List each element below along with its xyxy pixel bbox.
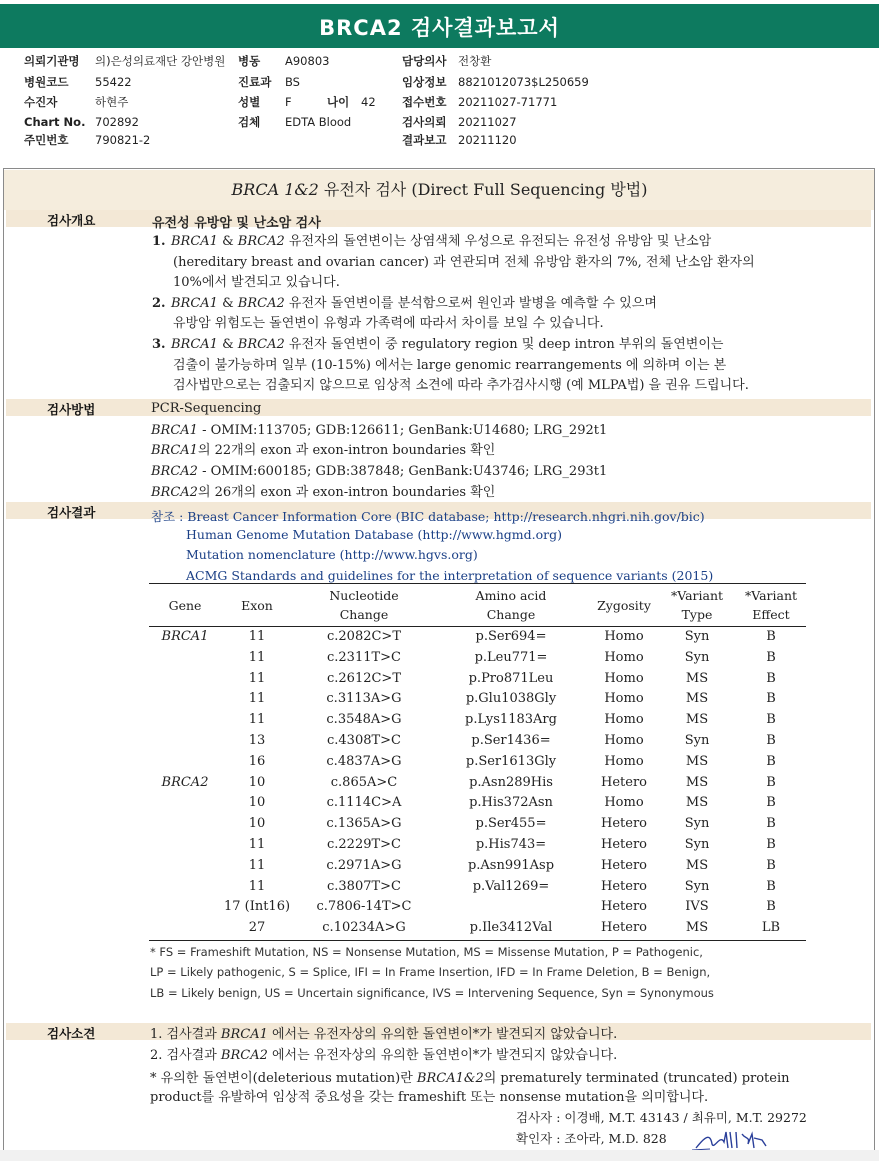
method-label: 검사방법	[47, 402, 96, 417]
table-cell-nuc: c.7806-14T>C	[316, 899, 412, 915]
method-band	[6, 399, 871, 416]
table-cell-effect: B	[766, 691, 776, 707]
header-value: 20211027-71771	[458, 95, 558, 109]
table-cell-gene: BRCA1	[161, 629, 209, 644]
header-label: 의뢰기관명	[24, 54, 80, 68]
overview-line-seg: BRCA1	[171, 337, 218, 352]
finding-line-seg: 1. 검사결과	[150, 1027, 221, 1042]
table-cell-zyg: Hetero	[601, 857, 647, 873]
table-cell-type: Syn	[684, 878, 710, 894]
table-cell-effect: B	[766, 712, 776, 728]
table-cell-effect: B	[766, 816, 776, 832]
table-cell-type: MS	[685, 774, 709, 790]
age-value: 42	[361, 95, 376, 109]
method-line-seg: BRCA1	[151, 423, 198, 438]
overview-line-seg: 유전자 돌연변이 중 regulatory region 및 deep intron 부위의 돌연변이는	[284, 337, 724, 352]
column-header	[711, 586, 831, 624]
method-line-seg: - OMIM:113705; GDB:126611; GenBank:U14680; LRG_292t1	[197, 423, 608, 438]
header-value: 55422	[95, 75, 132, 89]
table-cell-exon: 10	[248, 774, 266, 790]
table-cell-zyg: Homo	[604, 795, 644, 811]
table-cell-type: IVS	[685, 899, 709, 915]
table-cell-aa: p.Ser694=	[475, 629, 547, 644]
footnote-line: LB = Likely benign, US = Uncertain significance, IVS = Intervening Sequence, Syn = Synonymous	[150, 986, 714, 1000]
table-row	[0, 650, 879, 670]
table-row	[0, 671, 879, 691]
table-cell-effect: B	[766, 837, 776, 852]
footnote-line: LP = Likely pathogenic, S = Splice, IFI = In Frame Insertion, IFD = In Frame Deletion, B = Benign,	[150, 965, 711, 979]
table-cell-zyg: Hetero	[601, 899, 647, 915]
header-label: 병원코드	[24, 75, 69, 89]
finding-line	[150, 1090, 708, 1105]
column-header	[197, 596, 317, 615]
table-cell-nuc: c.2971A>G	[326, 857, 402, 873]
table-cell-type: MS	[685, 795, 709, 811]
table-cell-aa: p.Pro871Leu	[468, 670, 554, 686]
table-cell-exon: 11	[248, 857, 266, 873]
overview-line	[171, 296, 657, 311]
overview-line-seg: 검사법만으로는 검출되지 않으므로 임상적 소견에 따라 추가검사시행 (예 MLPA법) 을 권유 드립니다.	[173, 378, 749, 394]
finding-line-seg: BRCA1&2	[416, 1071, 484, 1086]
header-label: 성별	[238, 95, 261, 109]
bottom-strip	[0, 1150, 879, 1161]
table-cell-exon: 10	[248, 795, 266, 811]
table-cell-effect: B	[766, 733, 776, 748]
table-cell-zyg: Homo	[604, 712, 644, 728]
column-header-line: Exon	[241, 598, 273, 613]
header-value: 20211120	[458, 133, 517, 147]
table-cell-type: MS	[685, 857, 709, 873]
column-header-line: Effect	[752, 607, 790, 622]
table-cell-aa: p.Val1269=	[472, 878, 550, 894]
finding-line-seg: product를 유발하여 임상적 중요성을 갖는 frameshift 또는 nonsense mutation을 의미합니다.	[150, 1090, 709, 1105]
table-cell-exon: 11	[248, 670, 266, 686]
header-label: 검체	[238, 115, 261, 129]
footnote-line: * FS = Frameshift Mutation, NS = Nonsense Mutation, MS = Missense Mutation, P = Pathogenic,	[150, 945, 703, 959]
finding-line	[150, 1048, 617, 1063]
table-cell-nuc: c.865A>C	[330, 774, 398, 790]
header-label: 검사의뢰	[402, 115, 447, 129]
table-top-rule	[149, 583, 806, 584]
method-line-seg: BRCA2	[151, 464, 198, 479]
table-cell-aa: p.Lys1183Arg	[465, 712, 557, 728]
table-row	[0, 795, 879, 815]
test-title-italic: BRCA 1&2	[231, 180, 319, 199]
table-cell-nuc: c.2311T>C	[326, 649, 401, 665]
column-header-line: *Variant	[744, 588, 798, 603]
table-row	[0, 899, 879, 919]
column-header	[451, 586, 571, 624]
method-line-seg: - OMIM:600185; GDB:387848; GenBank:U43746; LRG_293t1	[197, 464, 608, 479]
overview-line	[171, 337, 723, 352]
table-cell-zyg: Homo	[604, 733, 644, 748]
overview-line-seg: BRCA1	[171, 295, 218, 311]
table-cell-aa: p.His743=	[475, 837, 547, 852]
reference-item: Human Genome Mutation Database (http://www.hgmd.org)	[186, 527, 563, 542]
table-cell-nuc: c.3807T>C	[326, 878, 401, 894]
table-cell-type: Syn	[684, 816, 710, 832]
table-cell-exon: 13	[248, 733, 266, 748]
table-row	[0, 879, 879, 899]
header-value: 20211027	[458, 115, 517, 129]
overview-line	[173, 378, 749, 393]
header-value: F	[285, 95, 292, 109]
table-row	[0, 691, 879, 711]
overview-line-seg: &	[217, 295, 238, 311]
table-cell-type: Syn	[684, 837, 710, 852]
header-label: 접수번호	[402, 95, 447, 109]
age-label: 나이	[327, 95, 350, 109]
table-cell-aa: p.His372Asn	[469, 795, 553, 811]
findings-label: 검사소견	[47, 1026, 96, 1041]
table-cell-exon: 10	[248, 816, 266, 832]
overview-line-seg: BRCA1	[171, 234, 218, 249]
test-title-rest: 유전자 검사 (Direct Full Sequencing 방법)	[318, 180, 648, 199]
header-value: A90803	[285, 54, 330, 68]
table-row	[0, 629, 879, 649]
table-cell-aa: p.Leu771=	[474, 649, 548, 665]
reference-item: 참조 : Breast Cancer Information Core (BIC database; http://research.nhgri.nih.gov/bic)	[151, 509, 705, 524]
table-cell-type: MS	[685, 670, 709, 686]
result-label: 검사결과	[47, 505, 96, 520]
table-cell-type: Syn	[684, 733, 710, 748]
finding-line-seg: BRCA2	[220, 1048, 268, 1063]
method-line	[151, 485, 495, 500]
overview-band	[6, 210, 871, 227]
table-cell-zyg: Hetero	[601, 920, 647, 936]
table-cell-effect: B	[766, 753, 776, 769]
method-line	[151, 423, 607, 438]
column-header-line: Zygosity	[597, 598, 651, 613]
table-cell-nuc: c.1114C>A	[326, 795, 402, 811]
table-cell-gene: BRCA2	[161, 774, 209, 790]
finding-line-seg: BRCA1	[220, 1027, 268, 1042]
reference-item: Mutation nomenclature (http://www.hgvs.org)	[186, 547, 478, 562]
confirmer-signature: 확인자 : 조아라, M.D. 828	[516, 1131, 667, 1146]
overview-line-seg: BRCA2	[237, 295, 285, 311]
overview-line	[171, 234, 711, 249]
header-value: 790821-2	[95, 133, 151, 147]
table-cell-aa: p.Asn991Asp	[467, 857, 555, 873]
column-header	[304, 586, 424, 624]
method-line-seg: 의 26개의 exon 과 exon-intron boundaries 확인	[197, 485, 496, 500]
table-cell-exon: 16	[248, 753, 266, 769]
overview-item-number: 1.	[152, 234, 166, 249]
table-cell-effect: B	[766, 899, 776, 915]
table-row	[0, 837, 879, 857]
overview-line-seg: &	[217, 337, 238, 352]
table-cell-exon: 11	[248, 712, 266, 728]
finding-line-seg: 에서는 유전자상의 유의한 돌연변이*가 발견되지 않았습니다.	[267, 1048, 618, 1063]
column-header-line: Change	[486, 607, 536, 622]
table-cell-zyg: Hetero	[601, 774, 647, 790]
table-cell-type: MS	[685, 920, 709, 936]
overview-heading: 유전성 유방암 및 난소암 검사	[152, 216, 321, 231]
table-cell-nuc: c.2229T>C	[326, 837, 401, 852]
header-label: 진료과	[238, 75, 272, 89]
header-value: EDTA Blood	[285, 115, 352, 129]
table-cell-exon: 11	[248, 629, 266, 644]
table-cell-zyg: Homo	[604, 670, 644, 686]
table-cell-type: MS	[685, 712, 709, 728]
table-row	[0, 920, 879, 940]
table-cell-nuc: c.4837A>G	[326, 753, 402, 769]
overview-line	[173, 358, 726, 373]
overview-line	[173, 316, 604, 331]
table-cell-exon: 27	[248, 920, 266, 936]
overview-item-number: 2.	[152, 295, 166, 311]
table-cell-zyg: Hetero	[601, 837, 647, 852]
table-cell-exon: 17 (Int16)	[223, 899, 291, 915]
overview-item-number: 3.	[152, 337, 166, 352]
test-title	[0, 180, 879, 200]
table-cell-exon: 11	[248, 878, 266, 894]
overview-line-seg: &	[217, 234, 238, 249]
finding-line-seg: * 유의한 돌연변이(deleterious mutation)란	[150, 1071, 417, 1086]
column-header-line: Gene	[168, 598, 202, 613]
table-cell-effect: B	[766, 857, 776, 873]
column-header-line: Change	[339, 607, 389, 622]
overview-line-seg: (hereditary breast and ovarian cancer) 과 연관되며 전체 유방암 환자의 7%, 전체 난소암 환자의	[173, 254, 755, 270]
table-cell-zyg: Hetero	[601, 878, 647, 894]
header-label: 임상정보	[402, 75, 447, 89]
table-row	[0, 733, 879, 753]
table-cell-exon: 11	[248, 649, 266, 665]
table-header-rule	[149, 626, 806, 627]
overview-line-seg: 검출이 불가능하며 일부 (10-15%) 에서는 large genomic rearrangements 에 의하며 이는 본	[173, 357, 727, 373]
method-line	[151, 464, 607, 479]
finding-line-seg: 의 prematurely terminated (truncated) protein	[483, 1071, 790, 1086]
table-cell-zyg: Hetero	[601, 816, 647, 832]
table-cell-zyg: Homo	[604, 691, 644, 707]
header-value: 702892	[95, 115, 139, 129]
table-cell-effect: B	[766, 649, 776, 665]
finding-line	[150, 1071, 790, 1086]
report-title: BRCA2 검사결과보고서	[0, 4, 879, 48]
header-label: 병동	[238, 54, 261, 68]
column-header-line: Type	[681, 607, 713, 622]
header-value: 8821012073$L250659	[458, 75, 589, 89]
table-cell-zyg: Homo	[604, 629, 644, 644]
table-cell-nuc: c.3113A>G	[326, 691, 402, 707]
overview-line-seg: 유전자의 돌연변이는 상염색체 우성으로 유전되는 유전성 유방암 및 난소암	[284, 234, 712, 249]
table-cell-effect: B	[766, 670, 776, 686]
table-cell-nuc: c.3548A>G	[326, 712, 402, 728]
finding-line	[150, 1027, 617, 1042]
table-row	[0, 712, 879, 732]
method-line	[151, 443, 495, 458]
table-cell-nuc: c.1365A>G	[326, 816, 402, 832]
method-line	[151, 401, 261, 416]
method-line-seg: BRCA2	[151, 485, 198, 500]
header-label: 주민번호	[24, 133, 69, 147]
overview-line	[173, 275, 340, 290]
table-cell-type: Syn	[684, 629, 710, 644]
header-value: BS	[285, 75, 300, 89]
header-label: 결과보고	[402, 133, 447, 147]
table-row	[0, 775, 879, 795]
overview-line-seg: 유전자 돌연변이를 분석함으로써 원인과 발병을 예측할 수 있으며	[284, 295, 657, 311]
method-line-seg: 의 22개의 exon 과 exon-intron boundaries 확인	[197, 443, 496, 458]
table-cell-aa: p.Asn289His	[469, 774, 553, 790]
table-cell-type: MS	[685, 753, 709, 769]
finding-line-seg: 에서는 유전자상의 유의한 돌연변이*가 발견되지 않았습니다.	[267, 1027, 618, 1042]
table-cell-aa: p.Ser455=	[475, 816, 547, 832]
overview-line-seg: 유방암 위험도는 돌연변이 유형과 가족력에 따라서 차이를 보일 수 있습니다.	[173, 316, 604, 332]
method-line-seg: PCR-Sequencing	[151, 401, 262, 416]
table-cell-nuc: c.4308T>C	[326, 733, 401, 748]
overview-line-seg: 10%에서 발견되고 있습니다.	[173, 275, 340, 291]
table-cell-effect: B	[766, 629, 776, 644]
examiner-signature: 검사자 : 이경배, M.T. 43143 / 최유미, M.T. 29272	[516, 1110, 807, 1125]
column-header-line: Nucleotide	[329, 588, 399, 603]
table-cell-effect: B	[766, 878, 776, 894]
table-cell-zyg: Homo	[604, 649, 644, 665]
overview-line-seg: BRCA2	[237, 337, 285, 352]
header-label: Chart No.	[24, 115, 86, 129]
table-cell-effect: LB	[761, 920, 781, 936]
table-cell-nuc: c.2082C>T	[326, 629, 401, 644]
table-cell-exon: 11	[248, 837, 266, 852]
table-cell-nuc: c.10234A>G	[322, 920, 406, 936]
table-cell-type: Syn	[684, 649, 710, 665]
overview-line-seg: BRCA2	[237, 234, 285, 249]
finding-line-seg: 2. 검사결과	[150, 1048, 221, 1063]
column-header-line: Amino acid	[475, 588, 547, 603]
table-cell-zyg: Homo	[604, 753, 644, 769]
table-cell-nuc: c.2612C>T	[326, 670, 401, 686]
table-cell-aa: p.Ser1613Gly	[465, 753, 557, 769]
table-row	[0, 858, 879, 878]
table-row	[0, 816, 879, 836]
table-row	[0, 754, 879, 774]
table-cell-aa: p.Ser1436=	[471, 733, 551, 748]
overview-line	[173, 255, 755, 270]
table-cell-type: MS	[685, 691, 709, 707]
header-value: 의)은성의료재단 강안병원	[95, 54, 226, 68]
header-label: 담당의사	[402, 54, 447, 68]
header-value: 전창환	[458, 54, 492, 68]
reference-item: ACMG Standards and guidelines for the interpretation of sequence variants (2015)	[186, 568, 714, 583]
header-value: 하현주	[95, 95, 129, 109]
table-cell-aa: p.Glu1038Gly	[465, 691, 557, 707]
table-cell-effect: B	[766, 795, 776, 811]
header-label: 수진자	[24, 95, 58, 109]
overview-label: 검사개요	[47, 213, 96, 228]
table-cell-effect: B	[766, 774, 776, 790]
column-header-line: *Variant	[670, 588, 724, 603]
method-line-seg: BRCA1	[151, 443, 198, 458]
table-cell-aa: p.Ile3412Val	[469, 920, 553, 936]
table-cell-exon: 11	[248, 691, 266, 707]
